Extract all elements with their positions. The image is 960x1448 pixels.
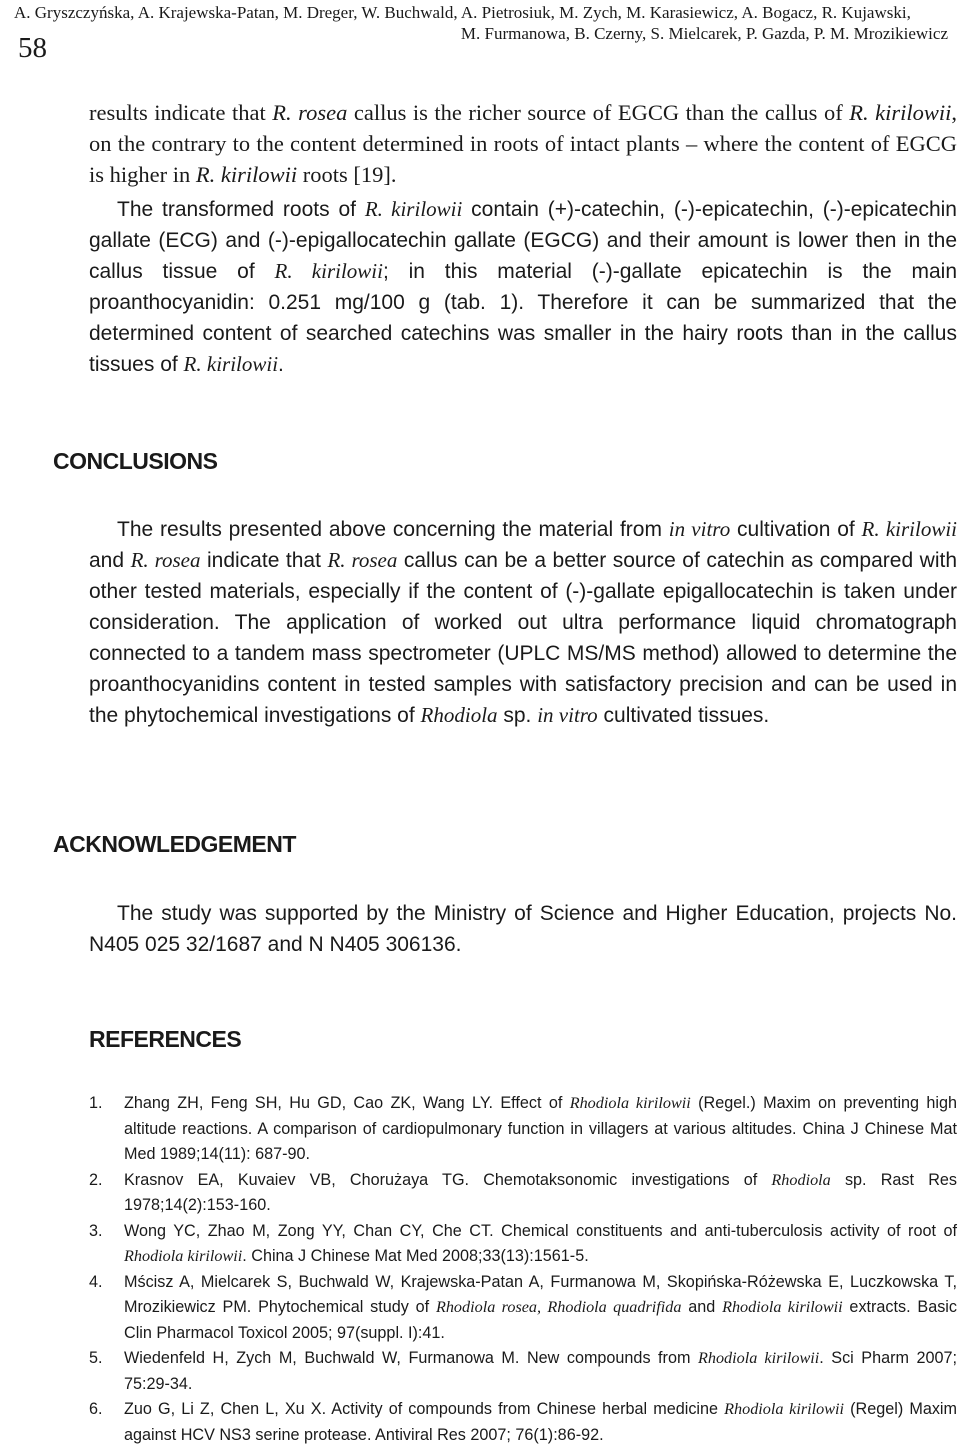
reference-number: 3. <box>89 1221 103 1240</box>
species-name: R. rosea <box>327 548 398 572</box>
reference-item <box>89 1168 957 1219</box>
intro-paragraph-part2 <box>89 194 957 380</box>
page-number: 58 <box>18 32 47 64</box>
references-heading: REFERENCES <box>89 1026 242 1052</box>
text-span: cultivation of <box>730 518 862 541</box>
reference-item <box>89 1091 957 1168</box>
reference-number: 1. <box>89 1094 103 1112</box>
text-span: . China J Chinese Mat Med 2008;33(13):1561-5. <box>242 1247 589 1265</box>
text-span: roots [19]. <box>297 162 397 187</box>
species-name: R. rosea <box>272 100 348 125</box>
text-span: sp. Rast Res 1978;14(2):153-160. <box>124 1170 957 1214</box>
species-name: Rhodiola kirilowii <box>697 1349 820 1367</box>
text-span: The results presented above concerning the material from <box>117 518 669 541</box>
acknowledgement-heading: ACKNOWLEDGEMENT <box>53 831 296 857</box>
text-span: callus can be a better source of catechin as compared with other tested materials, especially if the content of (-)-gallate epigallocatechin is taken under consideration. The application of worked out ultra performance liquid chromatograph connected to a tandem mass spectrometer (UPLC MS/MS method) allowed to determine the proanthocyanidins content in tested samples with satisfactory precision and can be used in the phytochemical investigations of <box>89 549 957 727</box>
text-span: Wong YC, Zhao M, Zong YY, Chan CY, Che CT. Chemical constituents and anti-tuberculosis activity of root of <box>124 1221 957 1240</box>
header-authors-line2: M. Furmanowa, B. Czerny, S. Mielcarek, P. Gazda, P. M. Mrozikiewicz <box>460 24 948 43</box>
running-header <box>14 2 950 64</box>
text-span: indicate that <box>200 549 328 572</box>
header-authors-line1: A. Gryszczyńska, A. Krajewska-Patan, M. Dreger, W. Buchwald, A. Pietrosiuk, M. Zych, M. Karasiewicz, A. Bogacz, R. Kujawski, <box>14 3 911 22</box>
text-span: , on the contrary to the content determined in roots of intact plants – where the content of EGCG is higher in <box>89 100 957 187</box>
text-span: extracts. Basic Clin Pharmacol Toxicol 2005; 97(suppl. I):41. <box>124 1298 957 1342</box>
reference-number: 4. <box>89 1272 103 1291</box>
species-name: R. rosea <box>130 548 201 572</box>
reference-item <box>89 1397 957 1448</box>
text-span: Zhang ZH, Feng SH, Hu GD, Cao ZK, Wang LY. Effect of <box>124 1094 570 1112</box>
species-name: Rhodiola kirilowii <box>569 1094 691 1112</box>
text-span: Wiedenfeld H, Zych M, Buchwald W, Furmanowa M. New compounds from <box>124 1349 698 1367</box>
text-span: . Sci Pharm 2007; 75:29-34. <box>124 1349 958 1393</box>
conclusions-heading: CONCLUSIONS <box>53 448 218 474</box>
reference-number: 2. <box>89 1170 103 1189</box>
acknowledgement-paragraph <box>89 898 957 960</box>
conclusions-paragraph <box>89 514 957 731</box>
text-span: Mścisz A, Mielcarek S, Buchwald W, Krajewska-Patan A, Furmanowa M, Skopińska-Różewska E, Luczkowska T, Mrozikiewicz PM. Phytochemical study of <box>124 1272 957 1316</box>
text-span: and <box>681 1298 723 1316</box>
species-name: Rhodiola kirilowii <box>722 1298 843 1316</box>
species-name: Rhodiola kirilowii <box>124 1247 243 1265</box>
text-span: Zuo G, Li Z, Chen L, Xu X. Activity of compounds from Chinese herbal medicine <box>124 1400 725 1418</box>
genus-name: Rhodiola <box>771 1170 831 1189</box>
text-span: (Regel) Maxim against HCV NS3 serine protease. Antiviral Res 2007; 76(1):86-92. <box>124 1400 958 1444</box>
text-span: The transformed roots of <box>117 198 365 221</box>
species-name: R. kirilowii <box>364 197 463 221</box>
species-name: Rhodiola rosea, Rhodiola quadrifida <box>435 1298 682 1316</box>
italic-term: in vitro <box>668 517 731 541</box>
text-span: results indicate that <box>89 100 273 125</box>
acknowledgement-text: The study was supported by the Ministry of Science and Higher Education, projects No. N405 025 32/1687 and N N405 306136. <box>89 902 957 956</box>
species-name: Rhodiola kirilowii <box>724 1400 845 1418</box>
species-name: R. kirilowii <box>195 162 298 187</box>
italic-term: in vitro <box>537 703 598 727</box>
species-name: R. kirilowii <box>861 517 958 541</box>
text-span: sp. <box>497 704 538 727</box>
species-name: R. kirilowii <box>183 352 279 376</box>
species-name: R. kirilowii <box>274 259 383 283</box>
text-span: callus is the richer source of EGCG than the callus of <box>347 100 850 125</box>
genus-name: Rhodiola <box>420 703 498 727</box>
intro-paragraph-part1 <box>89 97 957 190</box>
text-span: contain (+)-catechin, (-)-epicatechin, (-)-epicatechin gallate (ECG) and (-)-epigallocatechin gallate (EGCG) and their amount is lower then in the callus tissue of <box>89 198 957 283</box>
text-span: Krasnov EA, Kuvaiev VB, Chorużaya TG. Chemotaksonomic investigations of <box>124 1170 772 1189</box>
text-span: cultivated tissues. <box>597 704 770 727</box>
reference-item <box>89 1346 957 1397</box>
text-span: and <box>89 549 131 572</box>
species-name: R. kirilowii <box>849 100 952 125</box>
reference-number: 6. <box>89 1400 103 1418</box>
references-list <box>89 1091 957 1448</box>
reference-item <box>89 1219 957 1270</box>
text-span: ; in this material (-)-gallate epicatechin is the main proanthocyanidin: 0.251 mg/100 g (tab. 1). Therefore it can be summarized that the determined content of searched catechins was smaller in the hairy roots than in the callus tissues of <box>89 260 957 376</box>
reference-item <box>89 1270 957 1347</box>
reference-number: 5. <box>89 1349 103 1367</box>
text-span: (Regel.) Maxim on preventing high altitude reactions. A comparison of cardiopulmonary function in villagers at various altitudes. China J Chinese Mat Med 1989;14(11): 687-90. <box>124 1094 957 1163</box>
text-span: . <box>278 353 284 376</box>
